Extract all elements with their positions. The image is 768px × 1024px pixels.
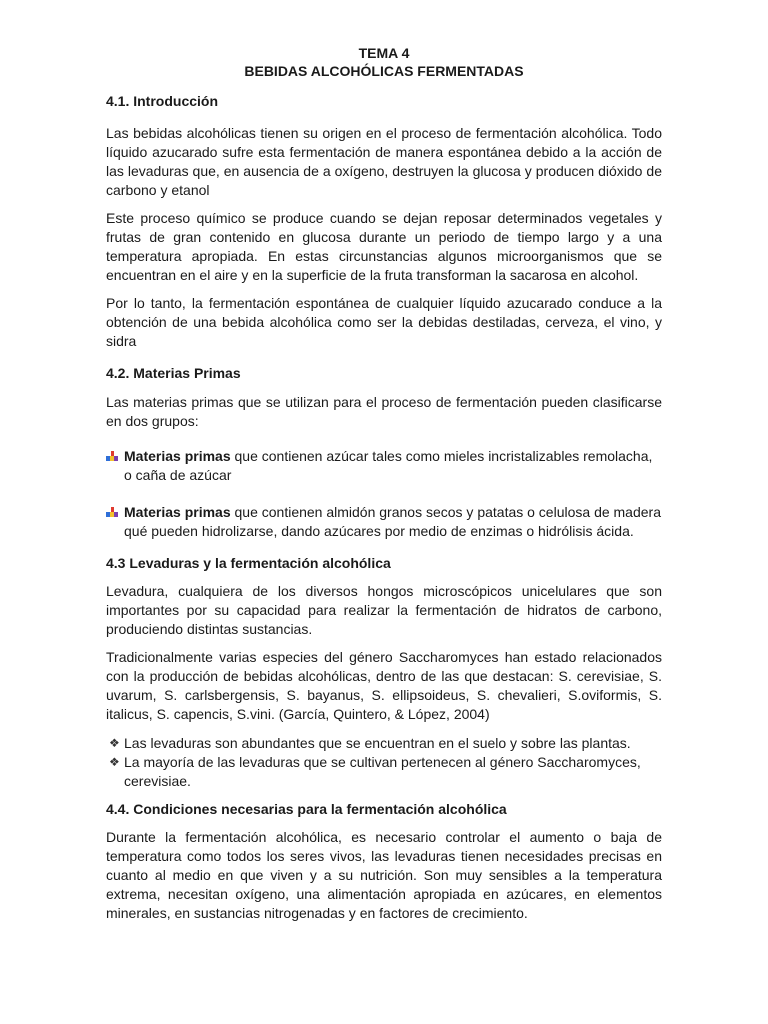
conditions-paragraph: Durante la fermentación alcohólica, es necesario controlar el aumento o baja de temperatura como todos los seres vivos, las levaduras tienen necesidades precisas en cuanto al medio en que viven y a su nutrición. Son muy sensibles a la temperatura extrema, necesitan oxígeno, una alimentación apropiada en azúcares, en elementos minerales, en sustancias nitrogenadas y en factores de crecimiento. bbox=[106, 829, 662, 921]
section-heading-4-4: 4.4. Condiciones necesarias para la fermentación alcohólica bbox=[106, 801, 507, 817]
section-heading-4-3: 4.3 Levaduras y la fermentación alcohólica bbox=[106, 555, 391, 571]
list-item-text: que contienen azúcar tales como mieles incristalizables remolacha, o caña de azúcar bbox=[124, 448, 653, 483]
section-heading-4-2: 4.2. Materias Primas bbox=[106, 365, 241, 381]
list-item bbox=[106, 503, 662, 541]
list-item-bold: Materias primas bbox=[124, 448, 231, 464]
raw-materials-list bbox=[106, 447, 662, 541]
yeast-paragraph-1: Levadura, cualquiera de los diversos hongos microscópicos unicelulares que son importantes por su capacidad para realizar la fermentación de hidratos de carbono, produciendo distintas sustancias. bbox=[106, 583, 662, 637]
diamond-bullet-icon: ❖ bbox=[109, 736, 120, 750]
yeast-paragraph-2: Tradicionalmente varias especies del género Saccharomyces han estado relacionados con la producción de bebidas alcohólicas, dentro de las que destacan: S. cerevisiae, S. uvarum, S. carlsbergensis, S. bayanus, S. ellipsoideus, S. chevalieri, S.oviformis, S. italicus, S. capencis, S.vini. (García, Quintero, & López, 2004) bbox=[106, 649, 662, 722]
colored-bullet-icon bbox=[106, 507, 119, 518]
document-title bbox=[106, 44, 662, 80]
colored-bullet-icon bbox=[106, 451, 119, 462]
list-item bbox=[106, 753, 662, 791]
diamond-bullet-icon: ❖ bbox=[109, 755, 120, 769]
list-item bbox=[106, 447, 662, 485]
list-item bbox=[106, 734, 662, 753]
list-item-text: Las levaduras son abundantes que se encuentran en el suelo y sobre las plantas. bbox=[124, 735, 631, 751]
list-item-bold: Materias primas bbox=[124, 504, 231, 520]
list-item-text: que contienen almidón granos secos y patatas o celulosa de madera qué pueden hidrolizarse, dando azúcares por medio de enzimas o hidrólisis ácida. bbox=[124, 504, 661, 539]
list-item-text: La mayoría de las levaduras que se cultivan pertenecen al género Saccharomyces, cerevisiae. bbox=[124, 754, 641, 789]
intro-paragraph-2: Este proceso químico se produce cuando se dejan reposar determinados vegetales y frutas de gran contenido en glucosa durante un periodo de tiempo largo y a una temperatura apropiada. En estas circunstancias algunos microorganismos que se encuentran en el aire y en la superficie de la fruta transforman la sacarosa en alcohol. bbox=[106, 210, 662, 283]
intro-paragraph-1: Las bebidas alcohólicas tienen su origen en el proceso de fermentación alcohólica. Todo líquido azucarado sufre esta fermentación de manera espontánea debido a la acción de las levaduras que, en ausencia de a oxígeno, destruyen la glucosa y producen dióxido de carbono y etanol bbox=[106, 125, 662, 198]
yeast-list bbox=[106, 734, 662, 791]
section-heading-4-1: 4.1. Introducción bbox=[106, 93, 219, 109]
title-line-2: BEBIDAS ALCOHÓLICAS FERMENTADAS bbox=[244, 63, 524, 79]
intro-paragraph-3: Por lo tanto, la fermentación espontánea de cualquier líquido azucarado conduce a la obtención de una bebida alcohólica como ser la debidas destiladas, cerveza, el vino, y sidra bbox=[106, 295, 662, 349]
title-line-1: TEMA 4 bbox=[358, 45, 410, 61]
raw-materials-paragraph: Las materias primas que se utilizan para el proceso de fermentación pueden clasificarse en dos grupos: bbox=[106, 394, 662, 429]
document-page bbox=[106, 44, 662, 923]
